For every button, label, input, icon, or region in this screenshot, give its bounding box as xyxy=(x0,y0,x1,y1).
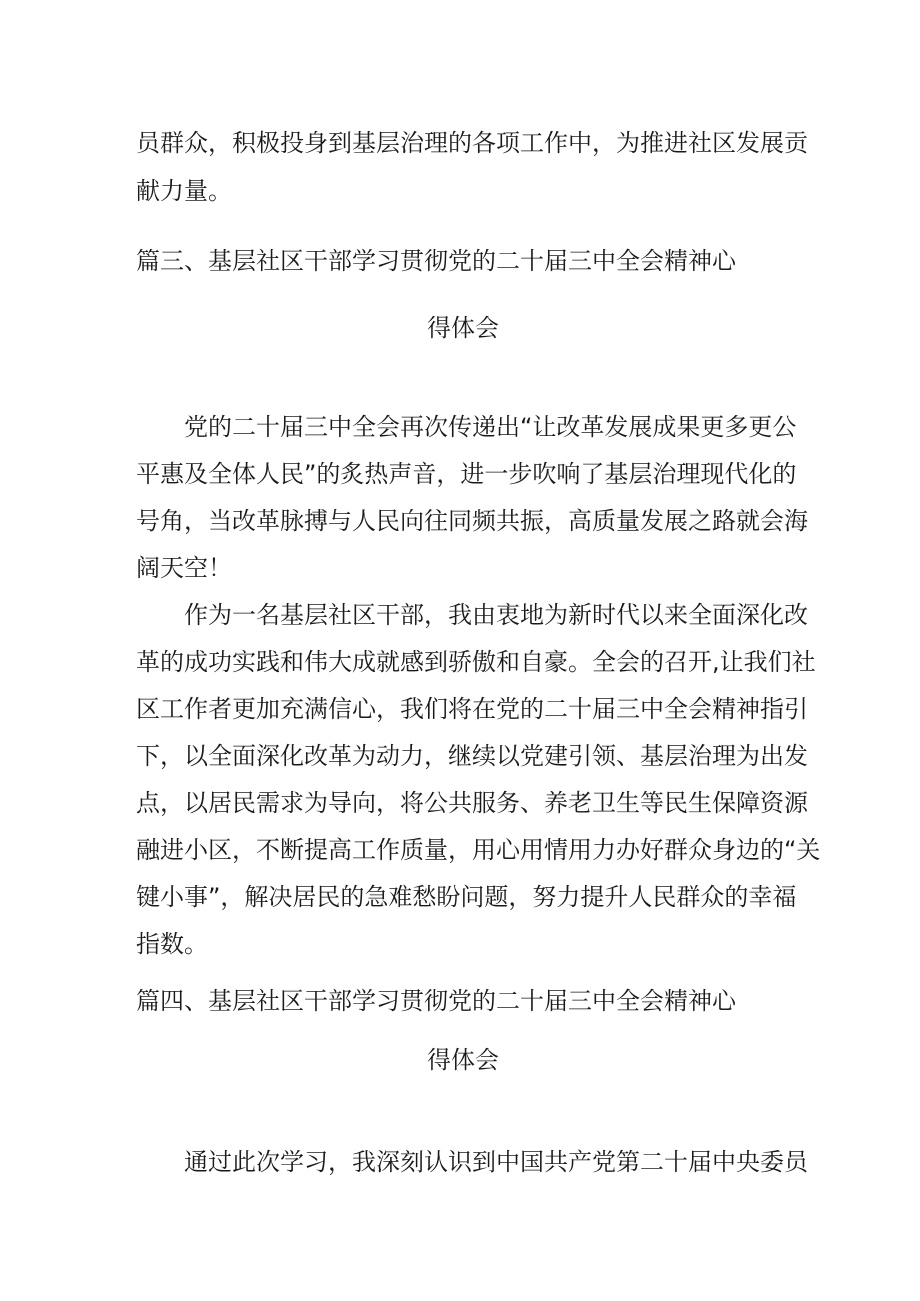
section4-p1-line-1: 通过此次学习，我深刻认识到中国共产党第二十届中央委员 xyxy=(184,1148,808,1176)
section3-p2-line-7: 键小事”，解决居民的急难愁盼问题，努力提升人民群众的幸福 xyxy=(136,883,797,911)
section3-p1-line-1: 党的二十届三中全会再次传递出“让改革发展成果更多更公 xyxy=(184,413,797,441)
section3-p1-line-4: 阔天空！ xyxy=(136,554,232,582)
section3-p2-line-6: 融进小区，不断提高工作质量，用心用情用力办好群众身边的“关 xyxy=(136,836,821,864)
intro-line-2: 献力量。 xyxy=(136,177,232,205)
intro-line-1: 员群众，积极投身到基层治理的各项工作中，为推进社区发展贡 xyxy=(136,129,808,157)
section4-title-line-1: 篇四、基层社区干部学习贯彻党的二十届三中全会精神心 xyxy=(136,987,736,1015)
section3-p2-line-1: 作为一名基层社区干部，我由衷地为新时代以来全面深化改 xyxy=(184,601,808,629)
section3-p2-line-8: 指数。 xyxy=(136,930,208,958)
section3-p1-line-3: 号角，当改革脉搏与人民向往同频共振，高质量发展之路就会海 xyxy=(136,507,808,535)
section3-p2-line-3: 区工作者更加充满信心，我们将在党的二十届三中全会精神指引 xyxy=(136,695,808,723)
section3-title-line-1: 篇三、基层社区干部学习贯彻党的二十届三中全会精神心 xyxy=(136,247,736,275)
section3-p2-line-4: 下，以全面深化改革为动力，继续以党建引领、基层治理为出发 xyxy=(136,742,808,770)
section4-title-line-2: 得体会 xyxy=(427,1046,499,1074)
section3-p2-line-5: 点，以居民需求为导向，将公共服务、养老卫生等民生保障资源 xyxy=(136,789,808,817)
section3-title-line-2: 得体会 xyxy=(427,314,499,342)
section3-p2-line-2: 革的成功实践和伟大成就感到骄傲和自豪。全会的召开,让我们社 xyxy=(136,648,816,676)
section3-p1-line-2: 平惠及全体人民”的炙热声音，进一步吹响了基层治理现代化的 xyxy=(136,460,797,488)
